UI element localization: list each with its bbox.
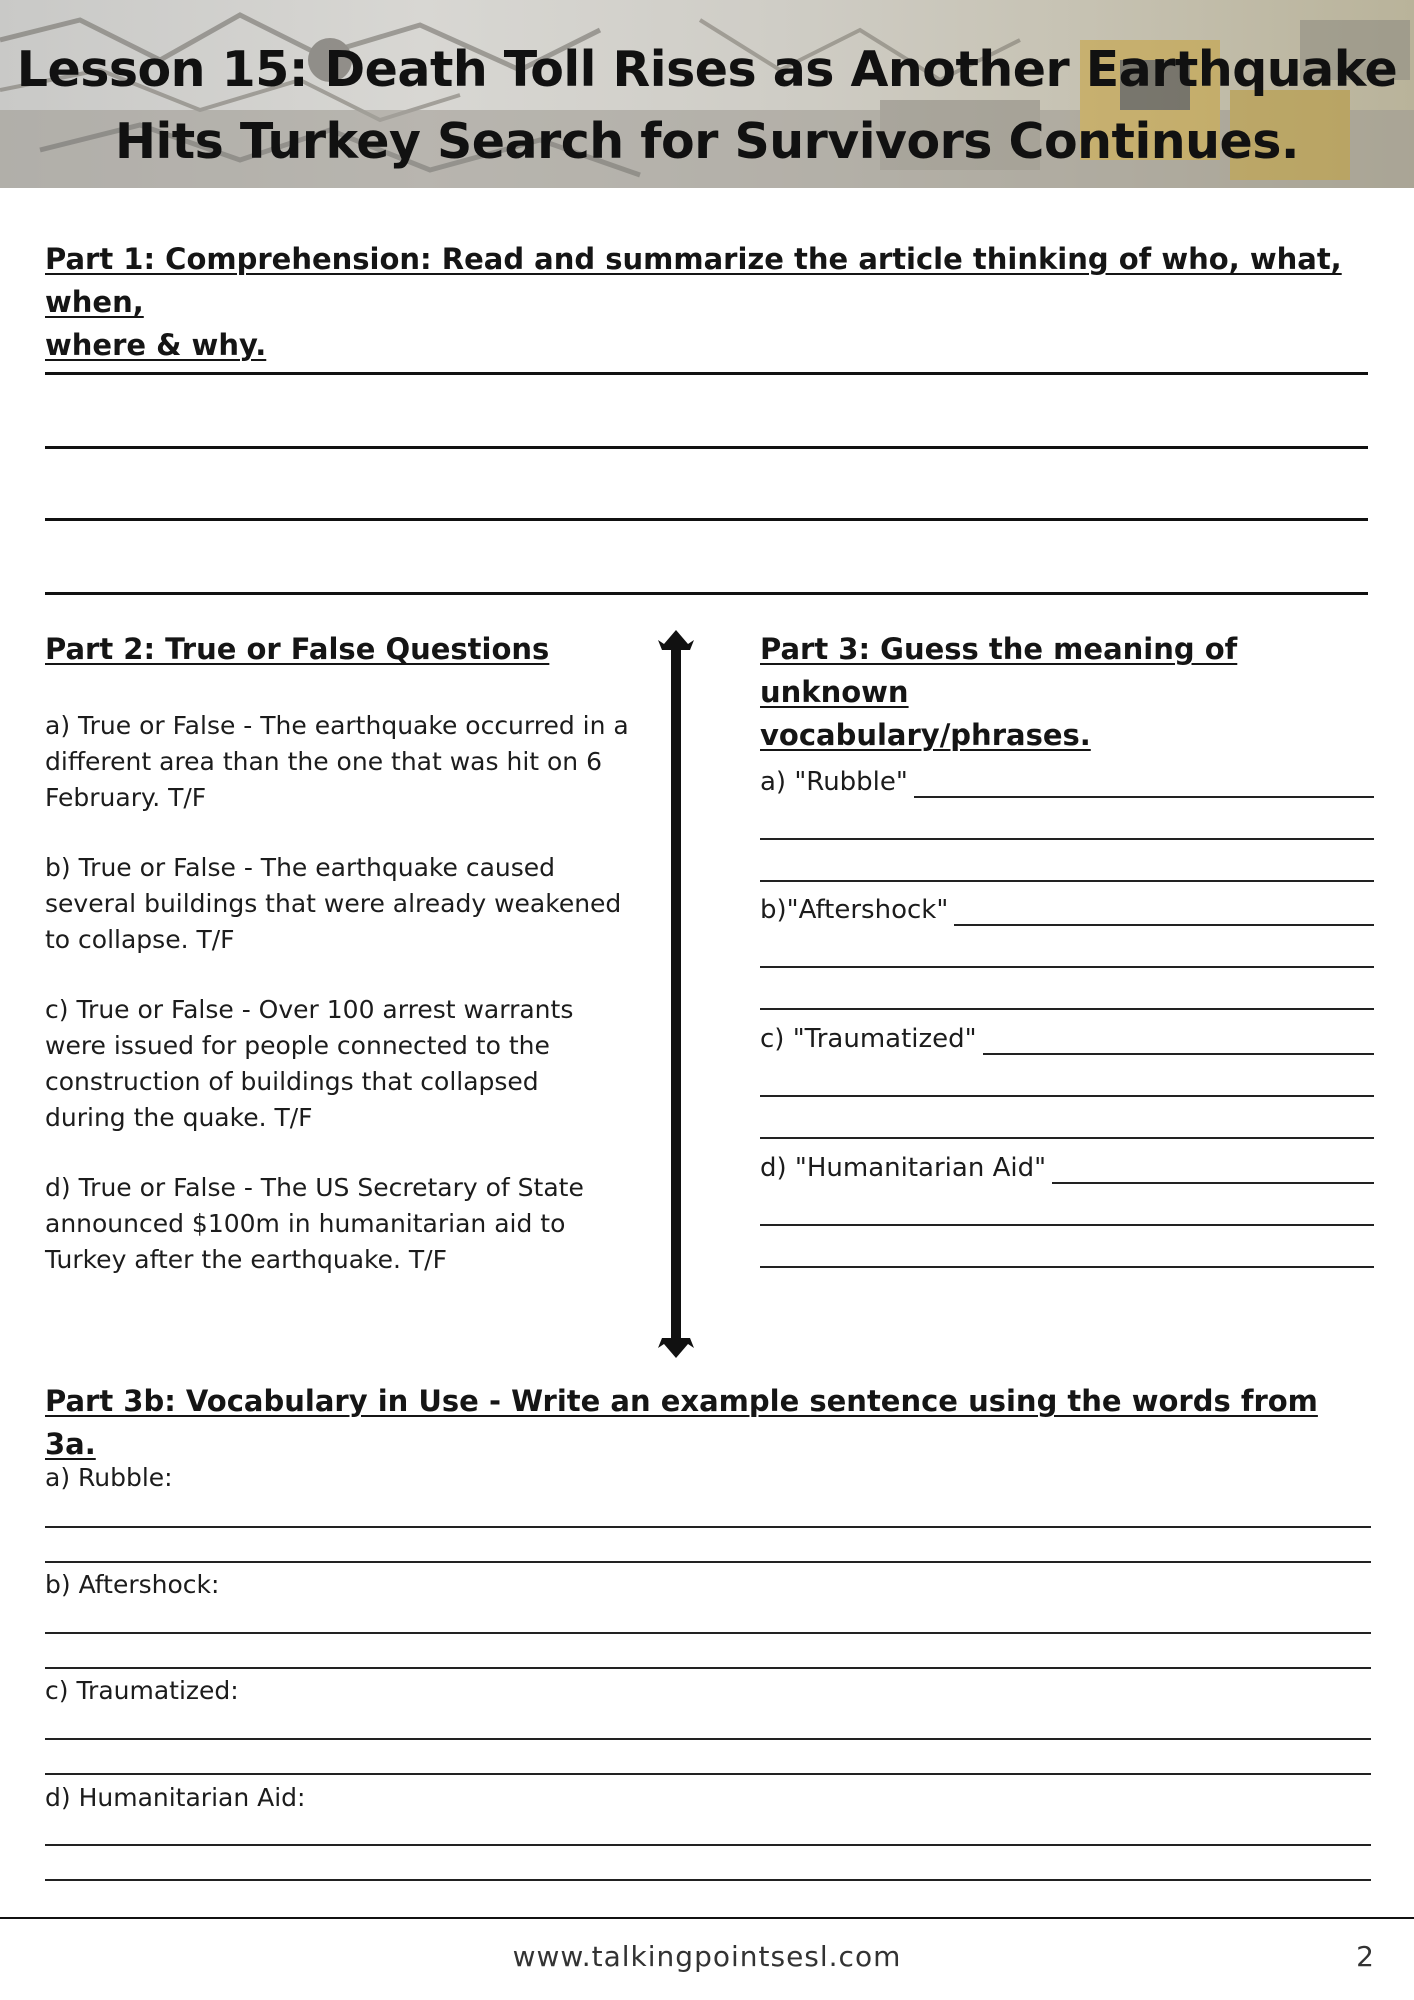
part3-heading-line-2: vocabulary/phrases. xyxy=(760,718,1091,752)
part1-answer-line-2[interactable] xyxy=(45,446,1368,449)
lesson-title xyxy=(0,34,1414,178)
part1-heading-line-1: Part 1: Comprehension: Read and summarize the article thinking of who, what, when, xyxy=(45,242,1342,319)
sentence-rubble-label: a) Rubble: xyxy=(45,1463,173,1492)
sentence-humanitarian-aid-line-2[interactable] xyxy=(45,1879,1371,1881)
tf-question-c xyxy=(45,992,645,1136)
sentence-humanitarian-aid-label: d) Humanitarian Aid: xyxy=(45,1783,306,1812)
sentence-rubble-line-2[interactable] xyxy=(45,1561,1371,1563)
footer-divider xyxy=(0,1917,1414,1919)
sentence-aftershock-label: b) Aftershock: xyxy=(45,1570,220,1599)
aftershock-guess-line-2[interactable] xyxy=(760,966,1374,968)
sentence-aftershock-line-2[interactable] xyxy=(45,1667,1371,1669)
column-divider xyxy=(654,630,698,1358)
part2-heading: Part 2: True or False Questions xyxy=(45,632,550,666)
tf-question-d-line-1: d) True or False - The US Secretary of State xyxy=(45,1173,584,1202)
vocab-aftershock-label: b)"Aftershock" xyxy=(760,892,954,928)
tf-question-d xyxy=(45,1170,645,1278)
part1-answer-line-1[interactable] xyxy=(45,372,1368,375)
sentence-humanitarian-aid-line-1[interactable] xyxy=(45,1844,1371,1846)
tf-question-d-line-3: Turkey after the earthquake. T/F xyxy=(45,1245,447,1274)
part1-answer-line-3[interactable] xyxy=(45,518,1368,521)
part3-heading-line-1: Part 3: Guess the meaning of unknown xyxy=(760,632,1238,709)
sentence-aftershock-line-1[interactable] xyxy=(45,1632,1371,1634)
sentence-rubble-line-1[interactable] xyxy=(45,1526,1371,1528)
header-banner xyxy=(0,0,1414,188)
humanitarian-aid-guess-line-2[interactable] xyxy=(760,1224,1374,1226)
humanitarian-aid-guess-line-3[interactable] xyxy=(760,1266,1374,1268)
tf-question-b-line-2: several buildings that were already weakened xyxy=(45,889,622,918)
tf-question-a-line-1: a) True or False - The earthquake occurred in a xyxy=(45,711,629,740)
tf-question-b xyxy=(45,850,645,958)
part1-answer-line-4[interactable] xyxy=(45,592,1368,595)
sentence-traumatized-line-1[interactable] xyxy=(45,1738,1371,1740)
traumatized-guess-line-3[interactable] xyxy=(760,1137,1374,1139)
vocab-traumatized-label: c) "Traumatized" xyxy=(760,1021,983,1057)
sentence-traumatized-line-2[interactable] xyxy=(45,1773,1371,1775)
aftershock-guess-line-3[interactable] xyxy=(760,1008,1374,1010)
part1-heading-line-2: where & why. xyxy=(45,328,267,362)
tf-question-a xyxy=(45,708,645,816)
rubble-guess-line-3[interactable] xyxy=(760,880,1374,882)
part3-heading xyxy=(760,628,1380,757)
vocab-rubble-label: a) "Rubble" xyxy=(760,764,914,800)
tf-question-c-line-2: were issued for people connected to the xyxy=(45,1031,550,1060)
tf-question-b-line-3: to collapse. T/F xyxy=(45,925,235,954)
tf-question-a-line-3: February. T/F xyxy=(45,783,207,812)
sentence-traumatized-label: c) Traumatized: xyxy=(45,1676,239,1705)
tf-question-b-line-1: b) True or False - The earthquake caused xyxy=(45,853,556,882)
traumatized-guess-line-2[interactable] xyxy=(760,1095,1374,1097)
vocab-humanitarian-aid-label: d) "Humanitarian Aid" xyxy=(760,1150,1052,1186)
page-number: 2 xyxy=(1356,1940,1374,1973)
rubble-guess-line-2[interactable] xyxy=(760,838,1374,840)
lesson-title-line-2: Hits Turkey Search for Survivors Continues. xyxy=(114,113,1300,170)
tf-question-c-line-1: c) True or False - Over 100 arrest warrants xyxy=(45,995,574,1024)
footer-website-link[interactable]: www.talkingpointsesl.com xyxy=(512,1940,902,1973)
part1-heading xyxy=(45,238,1375,367)
lesson-title-line-1: Lesson 15: Death Toll Rises as Another Earthquake xyxy=(16,41,1398,98)
tf-question-c-line-3: construction of buildings that collapsed xyxy=(45,1067,539,1096)
tf-question-a-line-2: different area than the one that was hit on 6 xyxy=(45,747,603,776)
part3b-heading: Part 3b: Vocabulary in Use - Write an example sentence using the words from 3a. xyxy=(45,1384,1318,1461)
tf-question-d-line-2: announced $100m in humanitarian aid to xyxy=(45,1209,566,1238)
tf-question-c-line-4: during the quake. T/F xyxy=(45,1103,313,1132)
